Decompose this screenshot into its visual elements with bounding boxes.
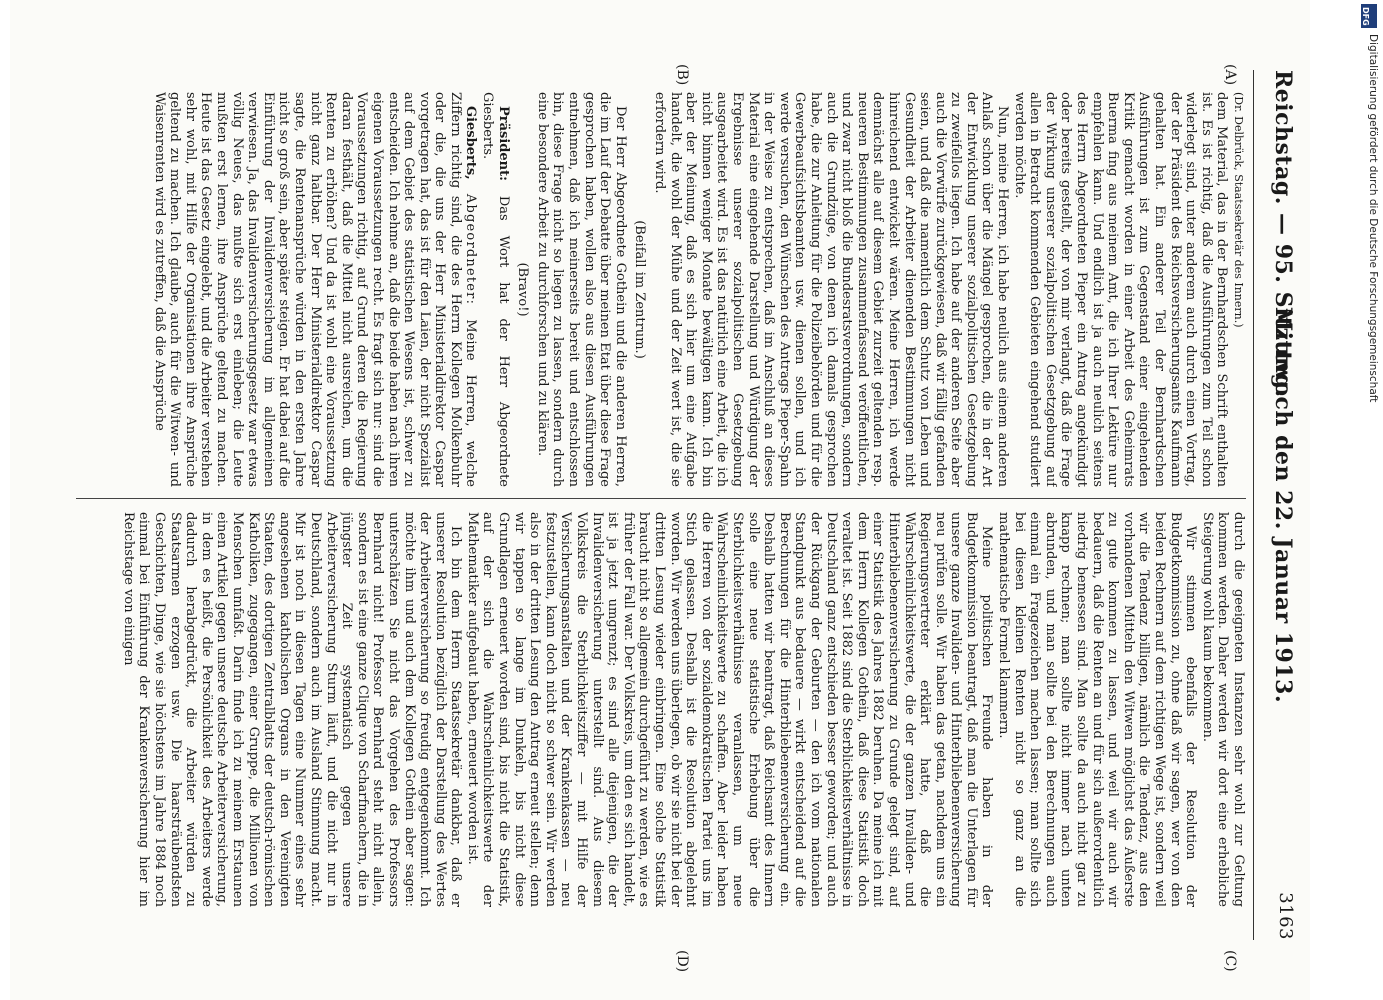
speech-text: Meine Herren, welche Ziffern richtig sind, die des Herrn Kollegen Molkenbuhr oder die, die uns der Herr Ministerialdirektor Caspar vorgetragen hat, das ist für den Laien, der nicht Spezialist auf dem Gebiet des statistischen Wesens ist, schwer zu entscheiden. Ich nehme an, daß die beide haben nach ihren eigenen Voraussetzungen recht. Es fragt sich nur: sind die Voraussetzungen richtig, auf Grund deren die Regierung daran festhält, daß die Mittel nicht ausreichen, um die Renten zu erhöhen? Und da ist wohl eine Voraussetzung nicht ganz haltbar. Der Herr Ministerialdirektor Caspar sagte, die Rentenansprüche würden in den ersten Jahre nicht so groß sein, aber später steigen. Er hat dabei auf die Einführung der Invalidenversicherung im allgemeinen verwiesen. Ja, das Invalidenversicherungsgesetz war etwas völlig Neues, das mußte sich erst einleben; die Leute mußten erst lernen, ihre Ansprüche geltend zu machen. Heute ist das Gesetz eingelebt, und die Arbeiter verstehen sehr wohl, mit Hilfe der Organisationen ihre Ansprüche geltend zu machen. Ich glaube, auch für die Witwen- und Waisenrenten wird es zutreffen, daß die Ansprüche (151, 92, 479, 487)
margin-marker-c: (C) (1222, 950, 1238, 972)
speech (151, 92, 478, 487)
paragraph: dem Material, das in der Bernhardschen Schrift enthalten ist. Es ist richtig, daß die Ausführungen zum Teil schon widerlegt sind, unter anderem auch durch einen Vortrag, der der Präsident des Reichsversicherungsamts Kaufmann gehalten hat. Ein anderer Teil der Bernhardschen Ausführungen ist zum Gegenstand einer eingehenden Kritik gemacht worden in einer Arbeit des Geheimrats Buerma fing aus meinem Amt, die ich Ihrer Lektüre nur empfehlen kann. Und endlich ist ja auch neulich seitens des Herrn Abgeordneten Pieper ein Antrag angekündigt oder bereits gestellt, der von mir verlangt, daß die Frage der Wirkung unserer sozialpolitischen Gesetzgebung auf allen in Betracht kommenden Gebieten eingehend studiert werden möchte. (1011, 92, 1230, 487)
margin-marker-a: (A) (1222, 64, 1238, 86)
paragraph: Wir stimmen ebenfalls der Resolution der Budgetkommission zu, ohne daß wir sagen, wer von den beiden Rechnern auf dem richtigen Wege ist, sondern weil wir die Tendenz billigen, nämlich die Tendenz, aus den vorhandenen Mitteln den Witwen möglichst das Äußerste zu gute kommen zu lassen, und weil wir auch wir bedauern, daß die Renten an und für sich außerordentlich niedrig bemessen sind. Man sollte da auch nicht gar zu knapp rechnen; man sollte nicht immer nach unten abrunden, und man sollte bei den Berechnungen auch einmal ein Fragezeichen machen lassen; man sollte sich bei diesen kleinen Renten nicht so ganz an die mathematische Formel klammern. (996, 512, 1199, 907)
running-head (1258, 70, 1296, 940)
page-number: 3163 (1275, 892, 1296, 940)
running-head-left: Reichstag. — 95. Sitzung. (1270, 70, 1296, 398)
speaker-role: Abgeordneter: (463, 193, 479, 306)
speaker-name: Präsident: (495, 106, 511, 181)
scanned-page (10, 0, 1310, 1000)
paragraph: Meine politischen Freunde haben in der Budgetkommission beantragt, daß man die Unterlagen für unsere ganze Invaliden- und Hinterbliebenenversicherung neu prüfen solle. Wir haben das getan, nachdem uns ein Regierungsvertreter erklärt hatte, daß die Wahrscheinlichkeitswerte, die der ganzen Invaliden- und Hinterbliebenenversicherung zu Grunde gelegt sind, auf einer Statistik des Jahres 1882 beruhen. Da meine ich mit dem Herrn Kollegen Gothein, daß diese Statistik doch veraltet ist. Seit 1882 sind die Sterblichkeitsverhältnisse in Deutschland ganz entschieden besser geworden; und auch der Rückgang der Geburten — den ich vom nationalen Standpunkt aus bedauere — wirkt entscheidend auf die Berechnungen für die Hinterbliebenenversicherung ein. Deshalb hatten wir beantragt, daß Reichsamt des Innern solle eine neue statistische Erhebung über die Sterblichkeitsverhältnisse veranlassen, um neue Wahrscheinlichkeitswerte zu schaffen. Aber leider haben die Herren von der sozialdemokratischen Partei uns im Stich gelassen. Deshalb ist die Resolution abgelehnt worden. Wir werden uns überlegen, ob wir sie nicht bei der dritten Lesung wieder einbringen. Eine solche Statistik braucht nicht so allgemein durchgeführt zu werden, wie es früher der Fall war. Der Volkskreis, um den es sich handelt, ist ja jetzt umgrenzt; es sind alle diejenigen, die der Invalidenversicherung unterstellt sind. Aus diesem Volkskreis die Sterblichkeitsziffer — mit Hilfe der Versicherungsanstalten und der Krankenkassen — neu festzustellen, kann doch nicht so schwer sein. Wir werden also in der dritten Lesung den Antrag erneut stellen; denn wir tappen so lange im Dunkeln, bis nicht diese Grundlagen erneuert worden sind, bis nicht die Statistik, auf der sich die Wahrscheinlichkeitswerte der Mathematiker aufgebaut haben, erneuert worden ist. (464, 512, 995, 907)
applause-note: (Bravo!) (515, 262, 531, 317)
margin-marker-d: (D) (674, 950, 690, 973)
margin-marker-b: (B) (674, 64, 690, 86)
digitization-notice: Digitalisierung gefördert durch die Deutsche Forschungsgemeinschaft (1367, 34, 1379, 403)
paragraph: durch die geeigneten Instanzen sehr wohl zur Geltung kommen werden. Daher werden wir dort eine erhebliche Steigerung wohl kaum bekommen. (1199, 512, 1246, 907)
right-column (76, 512, 1246, 907)
speaker-name: Giesberts, (463, 106, 479, 180)
column-divider (76, 498, 1246, 499)
president-remark (480, 92, 511, 487)
paragraph: Der Herr Abgeordnete Gothein und die anderen Herren, die im Lauf der Debatte über meinen Etat über diese Frage gesprochen haben, wollen also aus diesen Ausführungen entnehmen, daß ich meinerseits bereit und entschlossen bin, diese Frage nicht so liegen zu lassen, sondern durch eine besondere Arbeit zu durchforschen und zu klären. (534, 92, 628, 487)
header-rule (1253, 70, 1254, 940)
running-head-center: Mittwoch den 22. Januar 1913. (1270, 306, 1296, 704)
paragraph: Ich bin dem Herrn Staatssekretär dankbar, daß er unserer Resolution bezüglich der Darstellung des Wertes der Arbeiterversicherung so freudig entgegenkommt. Ich möchte ihm und auch dem Kollegen Gothein aber sagen: unterschätzen Sie nicht das Vorgehen des Professors Bernhard nicht! Professor Bernhard steht nicht allein, sondern es ist eine ganze Clique von Scharfmachern, die in jüngster Zeit systematisch gegen unsere Arbeiterversicherung Sturm läuft, und die nicht nur in Deutschland, sondern auch im Ausland Stimmung macht. Mir ist noch in diesen Tagen eine Nummer eines sehr angesehenen katholischen Organs in den Vereinigten Staaten, des dortigen Zentralblatts der deutsch-römischen Katholiken, zugegangen, einer Gruppe, die Millionen von Menschen umfaßt. Darin finde ich zu meinem Erstaunen einen Artikel gegen unsere deutsche Arbeiterversicherung, in dem es heißt, die Persönlichkeit des Arbeiters werde dadurch herabgedrückt, die Arbeiter würden zu Staatsarmen erzogen usw. Die haarsträubendsten Geschichten, Dinge, wie sie höchstens im Jahre 1884 noch einmal bei Einführung der Krankenversicherung hier im Reichstage von einigen (120, 512, 464, 907)
left-column (76, 92, 1246, 487)
applause-note: (Beifall im Zentrum.) (632, 220, 648, 359)
remark-text: Das Wort hat der Herr Abgeordnete Giesberts. (480, 92, 511, 487)
paragraph: Nun, meine Herren, ich habe neulich aus einem anderen Anlaß schon über die Mängel gesprochen, die in der Art der Entwicklung unserer sozialpolitischen Gesetzgebung zu zweifellos liegen. Ich habe auf der anderen Seite aber auch die Vorwürfe zurückgewiesen, daß wir fällig gefanden seien, und daß die namentlich dem Schutz von Leben und Gesundheit der Arbeiter dienenden Bestimmungen nicht hinreichend entwickelt wären. Meine Herren, ich werde demnächst alle auf diesem Gebiet zurzeit geltenden resp. neueren Bestimmungen zusammenfassend veröffentlichen, und zwar nicht bloß die Bundesratsverordnungen, sondern auch die Grundzüge, von denen ich damals gesprochen habe, die zur Anleitung für die Polizeibehörden und für die Gewerbeaufsichtsbeamten usw. dienen sollen, und ich werde versuchen, den Wünschen des Antrags Pieper-Spahn in der Weise zu entsprechen, daß im Anschluß an dieses Material eine eingehende Darstellung und Würdigung der Ergebnisse unserer sozialpolitischen Gesetzgebung ausgearbeitet wird. Es ist das natürlich eine Arbeit, die ich nicht binnen weniger Monate bewältigen kann. Ich bin aber der Meinung, daß es sich hier um eine Aufgabe handelt, die wohl der Mühe und der Zeit wert ist, die sie erfordern wird. (652, 92, 1011, 487)
speaker-note: (Dr. Delbrück, Staatssekretär des Innern.) (1232, 92, 1245, 328)
dfg-logo: DFG (1361, 4, 1377, 28)
